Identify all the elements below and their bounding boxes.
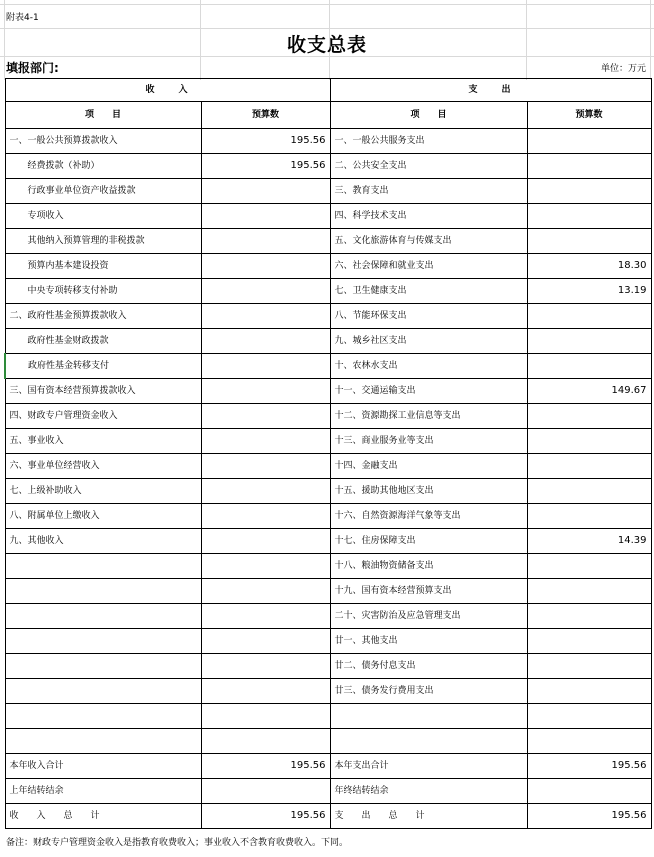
table-row bbox=[5, 429, 651, 454]
expense-item-cell: 十八、粮油物资储备支出 bbox=[330, 554, 527, 579]
income-item-header: 项 目 bbox=[5, 102, 201, 129]
expense-item-cell: 九、城乡社区支出 bbox=[330, 329, 527, 354]
expense-item-cell bbox=[330, 704, 527, 729]
income-amount-cell: 195.56 bbox=[201, 154, 330, 179]
expense-amount-cell bbox=[527, 129, 651, 154]
expense-item-cell: 二十、灾害防治及应急管理支出 bbox=[330, 604, 527, 629]
expense-item-cell: 十六、自然资源海洋气象等支出 bbox=[330, 504, 527, 529]
income-amount-cell bbox=[201, 254, 330, 279]
income-amount-cell bbox=[201, 554, 330, 579]
income-expense-table bbox=[4, 78, 652, 829]
expense-amount-cell: 195.56 bbox=[527, 804, 651, 829]
income-amount-cell bbox=[201, 579, 330, 604]
expense-amount-cell bbox=[527, 229, 651, 254]
expense-amount-cell bbox=[527, 679, 651, 704]
section-header-row bbox=[5, 79, 651, 102]
expense-item-cell: 七、卫生健康支出 bbox=[330, 279, 527, 304]
income-amount-cell bbox=[201, 479, 330, 504]
income-item-cell bbox=[5, 654, 201, 679]
income-amount-cell: 195.56 bbox=[201, 804, 330, 829]
table-row bbox=[5, 604, 651, 629]
table-row bbox=[5, 254, 651, 279]
income-amount-cell bbox=[201, 429, 330, 454]
table-row bbox=[5, 504, 651, 529]
expense-amount-cell: 13.19 bbox=[527, 279, 651, 304]
table-row bbox=[5, 154, 651, 179]
income-item-cell bbox=[5, 704, 201, 729]
income-amount-cell bbox=[201, 204, 330, 229]
expense-item-cell: 六、社会保障和就业支出 bbox=[330, 254, 527, 279]
table-row bbox=[5, 704, 651, 729]
income-item-cell: 二、政府性基金预算拨款收入 bbox=[5, 304, 201, 329]
expense-amount-cell bbox=[527, 704, 651, 729]
expense-amount-cell bbox=[527, 329, 651, 354]
table-row bbox=[5, 654, 651, 679]
table-row bbox=[5, 454, 651, 479]
table-row bbox=[5, 554, 651, 579]
income-item-cell: 预算内基本建设投资 bbox=[5, 254, 201, 279]
table-row bbox=[5, 279, 651, 304]
gridline bbox=[0, 4, 654, 5]
expense-amount-cell bbox=[527, 579, 651, 604]
table-row bbox=[5, 179, 651, 204]
expense-amount-cell bbox=[527, 779, 651, 804]
expense-item-cell: 二、公共安全支出 bbox=[330, 154, 527, 179]
table-row bbox=[5, 354, 651, 379]
expense-item-cell: 一、一般公共服务支出 bbox=[330, 129, 527, 154]
expense-item-cell: 十五、援助其他地区支出 bbox=[330, 479, 527, 504]
expense-amount-cell: 14.39 bbox=[527, 529, 651, 554]
income-item-cell: 六、事业单位经营收入 bbox=[5, 454, 201, 479]
expense-amount-cell bbox=[527, 554, 651, 579]
expense-amount-cell: 18.30 bbox=[527, 254, 651, 279]
expense-item-cell: 十七、住房保障支出 bbox=[330, 529, 527, 554]
expense-budget-header: 预算数 bbox=[527, 102, 651, 129]
expense-amount-cell bbox=[527, 154, 651, 179]
table-row bbox=[5, 379, 651, 404]
expense-amount-cell bbox=[527, 179, 651, 204]
income-amount-cell bbox=[201, 529, 330, 554]
expense-item-cell: 十、农林水支出 bbox=[330, 354, 527, 379]
income-section-header: 收 入 bbox=[5, 79, 330, 102]
income-amount-cell bbox=[201, 304, 330, 329]
reporting-department-label: 填报部门: bbox=[6, 61, 59, 75]
expense-item-cell: 支 出 总 计 bbox=[330, 804, 527, 829]
expense-item-cell: 十三、商业服务业等支出 bbox=[330, 429, 527, 454]
expense-amount-cell bbox=[527, 604, 651, 629]
table-row bbox=[5, 229, 651, 254]
expense-item-cell: 四、科学技术支出 bbox=[330, 204, 527, 229]
table-row bbox=[5, 404, 651, 429]
income-item-cell bbox=[5, 579, 201, 604]
income-amount-cell: 195.56 bbox=[201, 754, 330, 779]
table-row bbox=[5, 204, 651, 229]
income-item-cell: 经费拨款（补助） bbox=[5, 154, 201, 179]
income-amount-cell bbox=[201, 229, 330, 254]
expense-amount-cell bbox=[527, 454, 651, 479]
table-row bbox=[5, 529, 651, 554]
expense-item-header: 项 目 bbox=[330, 102, 527, 129]
income-item-cell: 上年结转结余 bbox=[5, 779, 201, 804]
income-amount-cell bbox=[201, 704, 330, 729]
income-item-cell: 行政事业单位资产收益拨款 bbox=[5, 179, 201, 204]
table-row bbox=[5, 679, 651, 704]
income-item-cell: 八、附属单位上缴收入 bbox=[5, 504, 201, 529]
expense-item-cell: 八、节能环保支出 bbox=[330, 304, 527, 329]
income-item-cell: 收 入 总 计 bbox=[5, 804, 201, 829]
income-item-cell bbox=[5, 604, 201, 629]
table-row bbox=[5, 754, 651, 779]
income-item-cell: 其他纳入预算管理的非税拨款 bbox=[5, 229, 201, 254]
table-row bbox=[5, 304, 651, 329]
expense-item-cell: 年终结转结余 bbox=[330, 779, 527, 804]
income-amount-cell bbox=[201, 679, 330, 704]
table-row bbox=[5, 804, 651, 829]
expense-amount-cell bbox=[527, 629, 651, 654]
income-item-cell bbox=[5, 554, 201, 579]
income-amount-cell bbox=[201, 504, 330, 529]
income-amount-cell bbox=[201, 279, 330, 304]
table-row bbox=[5, 329, 651, 354]
income-item-cell bbox=[5, 679, 201, 704]
footnote: 备注：财政专户管理资金收入是指教育收费收入；事业收入不含教育收费收入。下同。 bbox=[6, 838, 349, 848]
table-row bbox=[5, 779, 651, 804]
expense-amount-cell bbox=[527, 354, 651, 379]
income-amount-cell bbox=[201, 454, 330, 479]
income-amount-cell bbox=[201, 379, 330, 404]
table-row bbox=[5, 129, 651, 154]
income-amount-cell bbox=[201, 329, 330, 354]
expense-amount-cell bbox=[527, 304, 651, 329]
income-item-cell: 五、事业收入 bbox=[5, 429, 201, 454]
expense-amount-cell bbox=[527, 429, 651, 454]
expense-item-cell: 十二、资源勘探工业信息等支出 bbox=[330, 404, 527, 429]
expense-item-cell: 廿三、债务发行费用支出 bbox=[330, 679, 527, 704]
table-row bbox=[5, 629, 651, 654]
income-amount-cell bbox=[201, 629, 330, 654]
column-header-row bbox=[5, 102, 651, 129]
income-item-cell bbox=[5, 629, 201, 654]
expense-amount-cell: 149.67 bbox=[527, 379, 651, 404]
income-item-cell: 专项收入 bbox=[5, 204, 201, 229]
income-amount-cell bbox=[201, 404, 330, 429]
income-item-cell: 三、国有资本经营预算拨款收入 bbox=[5, 379, 201, 404]
income-item-cell: 本年收入合计 bbox=[5, 754, 201, 779]
income-amount-cell bbox=[201, 729, 330, 754]
table-row bbox=[5, 729, 651, 754]
expense-section-header: 支 出 bbox=[330, 79, 651, 102]
expense-item-cell: 十九、国有资本经营预算支出 bbox=[330, 579, 527, 604]
income-amount-cell: 195.56 bbox=[201, 129, 330, 154]
expense-item-cell: 三、教育支出 bbox=[330, 179, 527, 204]
income-item-cell: 政府性基金转移支付 bbox=[5, 354, 201, 379]
table-row bbox=[5, 579, 651, 604]
expense-amount-cell bbox=[527, 654, 651, 679]
income-amount-cell bbox=[201, 604, 330, 629]
page-title: 收支总表 bbox=[286, 34, 367, 56]
expense-amount-cell bbox=[527, 729, 651, 754]
expense-item-cell: 廿二、债务付息支出 bbox=[330, 654, 527, 679]
expense-item-cell: 廿一、其他支出 bbox=[330, 629, 527, 654]
income-amount-cell bbox=[201, 354, 330, 379]
income-item-cell: 四、财政专户管理资金收入 bbox=[5, 404, 201, 429]
income-item-cell: 七、上级补助收入 bbox=[5, 479, 201, 504]
income-budget-header: 预算数 bbox=[201, 102, 330, 129]
annex-label: 附表4-1 bbox=[6, 13, 39, 23]
expense-item-cell bbox=[330, 729, 527, 754]
expense-item-cell: 本年支出合计 bbox=[330, 754, 527, 779]
expense-item-cell: 十四、金融支出 bbox=[330, 454, 527, 479]
expense-amount-cell bbox=[527, 479, 651, 504]
table-row bbox=[5, 479, 651, 504]
expense-amount-cell bbox=[527, 404, 651, 429]
expense-amount-cell bbox=[527, 204, 651, 229]
income-amount-cell bbox=[201, 654, 330, 679]
income-amount-cell bbox=[201, 779, 330, 804]
income-item-cell: 中央专项转移支付补助 bbox=[5, 279, 201, 304]
expense-item-cell: 十一、交通运输支出 bbox=[330, 379, 527, 404]
gridline bbox=[0, 28, 654, 29]
income-item-cell: 一、一般公共预算拨款收入 bbox=[5, 129, 201, 154]
unit-label: 单位：万元 bbox=[600, 64, 646, 74]
expense-amount-cell: 195.56 bbox=[527, 754, 651, 779]
expense-item-cell: 五、文化旅游体育与传媒支出 bbox=[330, 229, 527, 254]
expense-amount-cell bbox=[527, 504, 651, 529]
income-amount-cell bbox=[201, 179, 330, 204]
income-item-cell: 政府性基金财政拨款 bbox=[5, 329, 201, 354]
income-item-cell: 九、其他收入 bbox=[5, 529, 201, 554]
income-item-cell bbox=[5, 729, 201, 754]
